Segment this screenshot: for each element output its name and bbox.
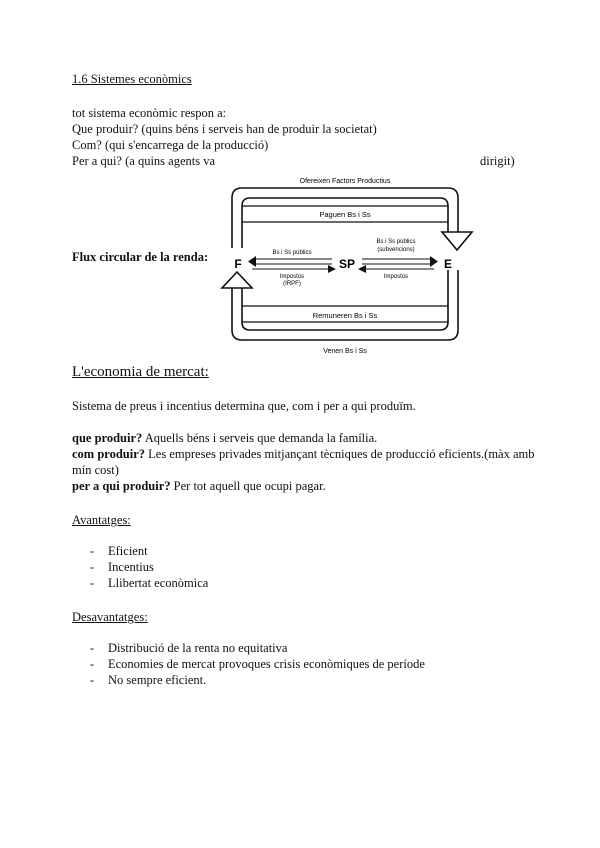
bottom-loop-inner: [242, 270, 448, 330]
market-q3: [72, 478, 326, 494]
advantage-dash-1: -: [90, 544, 95, 558]
market-heading: L'economia de mercat:: [72, 364, 209, 380]
market-q2: [72, 446, 535, 462]
disadvantage-item-2: Economies de mercat provoques crisis econòmiques de període: [108, 657, 425, 671]
disadvantages-heading: Desavantatges:: [72, 610, 148, 624]
market-q3-text: Per tot aquell que ocupi pagar.: [170, 479, 326, 493]
market-intro: Sistema de preus i incentius determina que, com i per a qui produïm.: [72, 399, 416, 413]
market-q1-text: Aquells béns i serveis que demanda la família.: [142, 431, 378, 445]
advantage-dash-3: -: [90, 576, 95, 590]
bottom-inner-label: Remuneren Bs i Ss: [312, 311, 378, 320]
section-title: 1.6 Sistemes econòmics: [72, 72, 192, 86]
intro-line-4-right: dirigit): [480, 154, 515, 168]
node-e: E: [443, 257, 453, 271]
disadvantage-item-3: No sempre eficient.: [108, 673, 207, 687]
node-f: F: [234, 257, 242, 271]
intro-line-2: Que produir? (quins béns i serveis han de produir la societat): [72, 122, 377, 136]
left-bottom-label-2: (IRPF): [283, 281, 301, 287]
market-q3-bold: per a qui produir?: [72, 479, 171, 493]
flux-label: Flux circular de la renda:: [72, 250, 209, 264]
disadvantage-dash-1: -: [90, 641, 95, 655]
disadvantage-dash-3: -: [90, 673, 95, 687]
bottom-outer-label: Venen Bs i Ss: [323, 348, 367, 355]
disadvantage-item-1: Distribució de la renta no equitativa: [108, 641, 288, 655]
advantage-item-3: Llibertat econòmica: [108, 576, 209, 590]
right-top-label-2: (subvencions): [377, 247, 415, 253]
mid-left-arrow-head-2: [328, 265, 336, 273]
mid-right-arrow-head-2: [358, 265, 366, 273]
intro-line-4-left: Per a qui? (a quins agents va: [72, 154, 216, 168]
disadvantage-dash-2: -: [90, 657, 95, 671]
advantage-dash-2: -: [90, 560, 95, 574]
intro-line-3: Com? (qui s'encarrega de la producció): [72, 138, 269, 152]
mid-right-arrow-head: [430, 256, 438, 267]
market-q2-text: Les empreses privades mitjançant tècniques de producció eficients.(màx amb: [145, 447, 535, 461]
market-q2-bold: com produir?: [72, 447, 146, 461]
intro-line-1: tot sistema econòmic respon a:: [72, 106, 227, 120]
market-q2-cont: mín cost): [72, 463, 119, 477]
circular-flow-diagram: [220, 170, 480, 360]
advantage-item-2: Incentius: [108, 560, 154, 574]
right-arrow-down: [442, 232, 472, 250]
mid-left-arrow-head: [248, 256, 256, 267]
right-top-label-1: Bs i Ss públics: [376, 239, 416, 245]
top-inner-label: Paguen Bs i Ss: [319, 210, 371, 219]
advantage-item-1: Eficient: [108, 544, 148, 558]
market-q1: [72, 430, 377, 446]
market-q1-bold: que produir?: [72, 431, 143, 445]
left-top-label: Bs i Ss públics: [272, 250, 312, 256]
left-arrow-up: [222, 272, 252, 288]
top-outer-label: Ofereixen Factors Productius: [299, 178, 391, 185]
right-bottom-label: Impostos: [383, 274, 409, 280]
node-sp: SP: [338, 257, 356, 271]
advantages-heading: Avantatges:: [72, 513, 131, 527]
left-bottom-label-1: Impostos: [279, 274, 305, 280]
